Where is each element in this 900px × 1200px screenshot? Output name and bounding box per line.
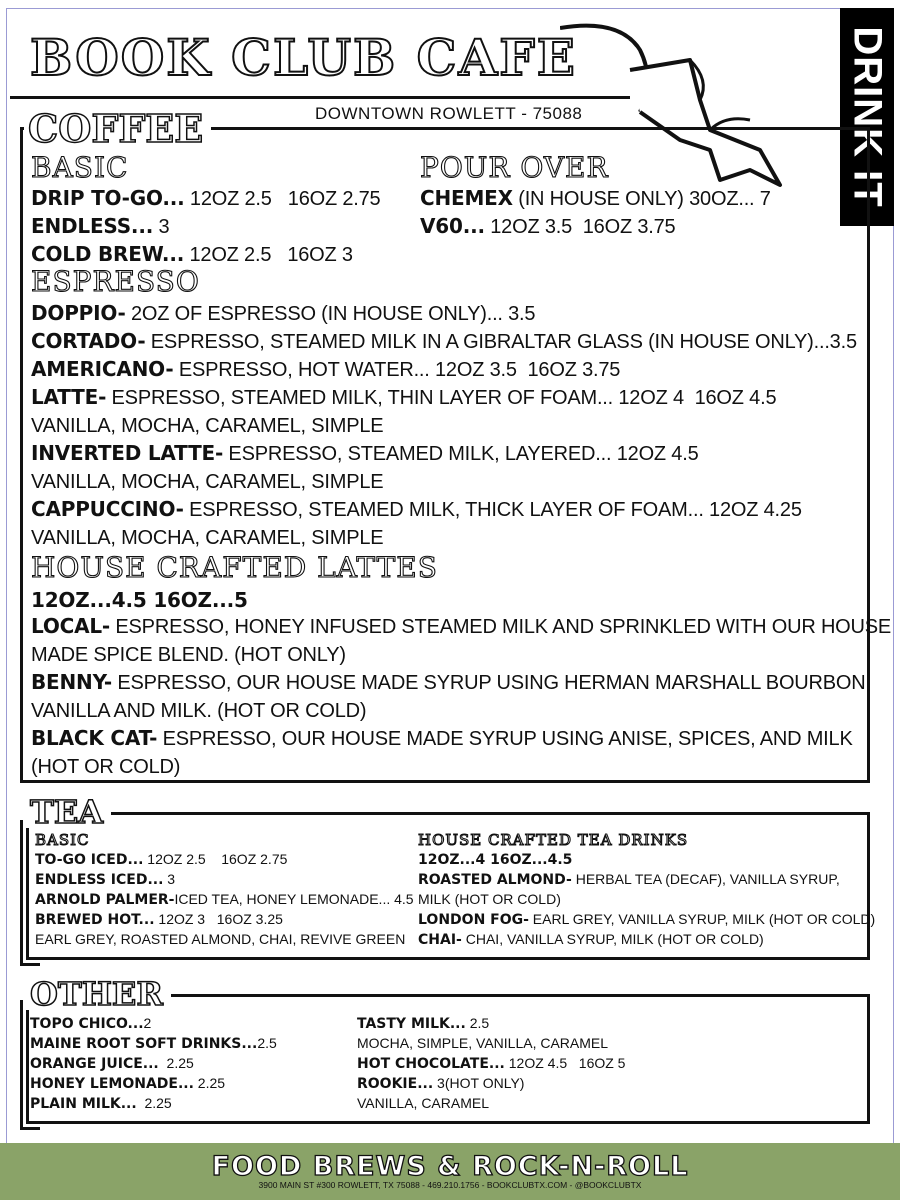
espresso-item-name: CAPPUCCINO- [31,497,184,521]
other-left-item-detail: 2.25 [193,1075,226,1091]
coffee-basic-item-name: ENDLESS... [31,214,154,238]
other-right-line [357,1015,489,1032]
espresso-line [31,329,857,354]
house-latte-line [31,642,346,667]
tea-basic-line [35,931,405,948]
tea-house-line [418,911,875,928]
coffee-basic-item-name: COLD BREW... [31,242,185,266]
tea-house-line [418,931,764,948]
other-left-item-name: PLAIN MILK... [30,1096,137,1112]
other-right-line [357,1075,524,1092]
other-left-line [30,1035,277,1052]
title-underline [10,96,630,99]
other-left-item-name: TOPO CHICO... [30,1016,144,1032]
tea-house-line [418,871,840,888]
espresso-line [31,385,776,410]
espresso-item-name: LATTE- [31,385,107,409]
tea-house-heading: HOUSE CRAFTED TEA DRINKS [418,831,689,849]
other-left-item-name: HONEY LEMONADE... [30,1076,194,1092]
other-left-line [30,1095,172,1112]
espresso-heading: ESPRESSO [31,265,200,298]
espresso-line [31,497,802,522]
espresso-item-detail: ESPRESSO, STEAMED MILK, THIN LAYER OF FOAM... 12OZ 4 16OZ 4.5 [106,387,777,409]
tea-basic-item-name: ARNOLD PALMER- [35,892,175,908]
tea-house-item-detail: MILK (HOT OR COLD) [418,891,561,907]
espresso-line [31,525,383,550]
espresso-item-name: DOPPIO- [31,301,126,325]
house-latte-line [31,614,891,639]
espresso-item-detail: ESPRESSO, STEAMED MILK IN A GIBRALTAR GLASS (IN HOUSE ONLY)...3.5 [145,331,857,353]
footer-slogan: FOOD BREWS & ROCK-N-ROLL [211,1151,689,1182]
espresso-item-detail: VANILLA, MOCHA, CARAMEL, SIMPLE [31,527,384,549]
tea-house-item-name: ROASTED ALMOND- [418,872,572,888]
other-heading: OTHER [26,978,171,1010]
tea-basic-item-detail: EARL GREY, ROASTED ALMOND, CHAI, REVIVE GREEN [35,931,406,947]
house-lattes-heading: HOUSE CRAFTED LATTES [31,551,438,584]
tea-basic-line [35,891,414,908]
tea-basic-item-detail: ICED TEA, HONEY LEMONADE... 4.5 [174,891,414,907]
other-left-item-detail: 2 [143,1015,152,1031]
other-right-item-name: TASTY MILK... [357,1016,466,1032]
espresso-item-name: INVERTED LATTE- [31,441,224,465]
other-left-line [30,1015,151,1032]
espresso-item-detail: VANILLA, MOCHA, CARAMEL, SIMPLE [31,471,384,493]
house-latte-item-detail: (HOT OR COLD) [31,756,181,778]
other-right-item-detail: 12OZ 4.5 16OZ 5 [504,1055,626,1071]
tea-house-line [418,851,572,868]
espresso-line [31,413,383,438]
latte-sizes: 12OZ...4.5 16OZ...5 [31,588,248,612]
other-left-item-detail: 2.25 [136,1095,172,1111]
house-latte-line [31,726,853,751]
other-right-line [357,1035,608,1052]
house-latte-item-detail: VANILLA AND MILK. (HOT OR COLD) [31,700,367,722]
other-right-item-detail: MOCHA, SIMPLE, VANILLA, CARAMEL [357,1035,609,1051]
house-latte-line [31,698,366,723]
footer-address: 3900 MAIN ST #300 ROWLETT, TX 75088 - 469.210.1756 - BOOKCLUBTX.COM - @BOOKCLUBTX [258,1180,642,1190]
other-right-item-detail: 2.5 [465,1015,490,1031]
espresso-line [31,469,383,494]
tea-house-item-detail: EARL GREY, VANILLA SYRUP, MILK (HOT OR COLD) [528,911,876,927]
house-latte-item-detail: ESPRESSO, OUR HOUSE MADE SYRUP USING ANISE, SPICES, AND MILK [157,728,853,750]
other-left-item-detail: 2.25 [158,1055,194,1071]
footer-bar [0,1143,900,1200]
house-latte-line [31,670,871,695]
other-right-item-detail: 3(HOT ONLY) [433,1075,525,1091]
tea-house-line [418,891,561,908]
house-latte-item-detail: MADE SPICE BLEND. (HOT ONLY) [31,644,346,666]
location-line: DOWNTOWN ROWLETT - 75088 [315,104,583,123]
tea-basic-item-detail: 12OZ 3 16OZ 3.25 [154,911,283,927]
pour-over-line [420,186,771,211]
cafe-title: BOOK CLUB CAFE [30,28,577,87]
coffee-heading: COFFEE [24,110,211,148]
pour-over-line [420,214,675,239]
other-right-line [357,1055,625,1072]
coffee-basic-item-detail: 3 [153,216,170,238]
house-latte-line [31,754,180,779]
other-right-item-name: ROOKIE... [357,1076,434,1092]
house-latte-item-detail: ESPRESSO, OUR HOUSE MADE SYRUP USING HERMAN MARSHALL BOURBON, [112,672,871,694]
tea-basic-line [35,871,175,888]
tea-basic-line [35,911,283,928]
espresso-item-detail: 2OZ OF ESPRESSO (IN HOUSE ONLY)... 3.5 [125,303,536,325]
coffee-basic-item-detail: 12OZ 2.5 16OZ 3 [184,244,353,266]
espresso-item-detail: VANILLA, MOCHA, CARAMEL, SIMPLE [31,415,384,437]
other-left-item-detail: 2.5 [257,1035,277,1051]
espresso-item-detail: ESPRESSO, STEAMED MILK, LAYERED... 12OZ 4.5 [223,443,699,465]
espresso-item-detail: ESPRESSO, HOT WATER... 12OZ 3.5 16OZ 3.75 [173,359,621,381]
tea-basic-item-detail: 3 [163,871,176,887]
pour-over-item-name: CHEMEX [420,186,513,210]
coffee-basic-line [31,242,353,267]
pour-over-heading: POUR OVER [420,151,609,184]
coffee-basic-heading: BASIC [31,151,129,184]
house-latte-item-name: BENNY- [31,670,113,694]
house-latte-item-detail: ESPRESSO, HONEY INFUSED STEAMED MILK AND SPRINKLED WITH OUR HOUSE [110,616,892,638]
tea-basic-heading: BASIC [35,831,90,849]
other-right-item-detail: VANILLA, CARAMEL [357,1095,490,1111]
tea-house-item-name: 12OZ...4 16OZ...4.5 [418,852,573,868]
pour-over-item-detail: (IN HOUSE ONLY) 30OZ... 7 [512,188,771,210]
other-left-item-name: MAINE ROOT SOFT DRINKS... [30,1036,258,1052]
espresso-item-detail: ESPRESSO, STEAMED MILK, THICK LAYER OF FOAM... 12OZ 4.25 [183,499,802,521]
tea-heading: TEA [26,796,111,828]
coffee-basic-line [31,186,380,211]
tea-basic-item-detail: 12OZ 2.5 16OZ 2.75 [143,851,288,867]
tea-house-item-name: LONDON FOG- [418,912,529,928]
espresso-item-name: AMERICANO- [31,357,174,381]
house-latte-item-name: LOCAL- [31,614,111,638]
other-left-line [30,1075,225,1092]
coffee-basic-item-name: DRIP TO-GO... [31,186,185,210]
coffee-basic-line [31,214,169,239]
other-right-item-name: HOT CHOCOLATE... [357,1056,505,1072]
espresso-line [31,357,620,382]
tea-house-item-detail: HERBAL TEA (DECAF), VANILLA SYRUP, [571,871,840,887]
coffee-basic-item-detail: 12OZ 2.5 16OZ 2.75 [184,188,381,210]
tea-house-item-name: CHAI- [418,932,462,948]
other-right-line [357,1095,489,1112]
pour-over-item-name: V60... [420,214,485,238]
other-left-line [30,1055,194,1072]
tea-basic-item-name: TO-GO ICED... [35,852,144,868]
house-latte-item-name: BLACK CAT- [31,726,158,750]
espresso-line [31,441,699,466]
tea-house-item-detail: CHAI, VANILLA SYRUP, MILK (HOT OR COLD) [461,931,764,947]
other-left-item-name: ORANGE JUICE... [30,1056,159,1072]
pour-over-item-detail: 12OZ 3.5 16OZ 3.75 [484,216,676,238]
tea-basic-item-name: BREWED HOT... [35,912,155,928]
drink-it-label: DRINK IT [845,26,890,208]
tea-basic-item-name: ENDLESS ICED... [35,872,164,888]
espresso-line [31,301,535,326]
tea-basic-line [35,851,287,868]
espresso-item-name: CORTADO- [31,329,146,353]
